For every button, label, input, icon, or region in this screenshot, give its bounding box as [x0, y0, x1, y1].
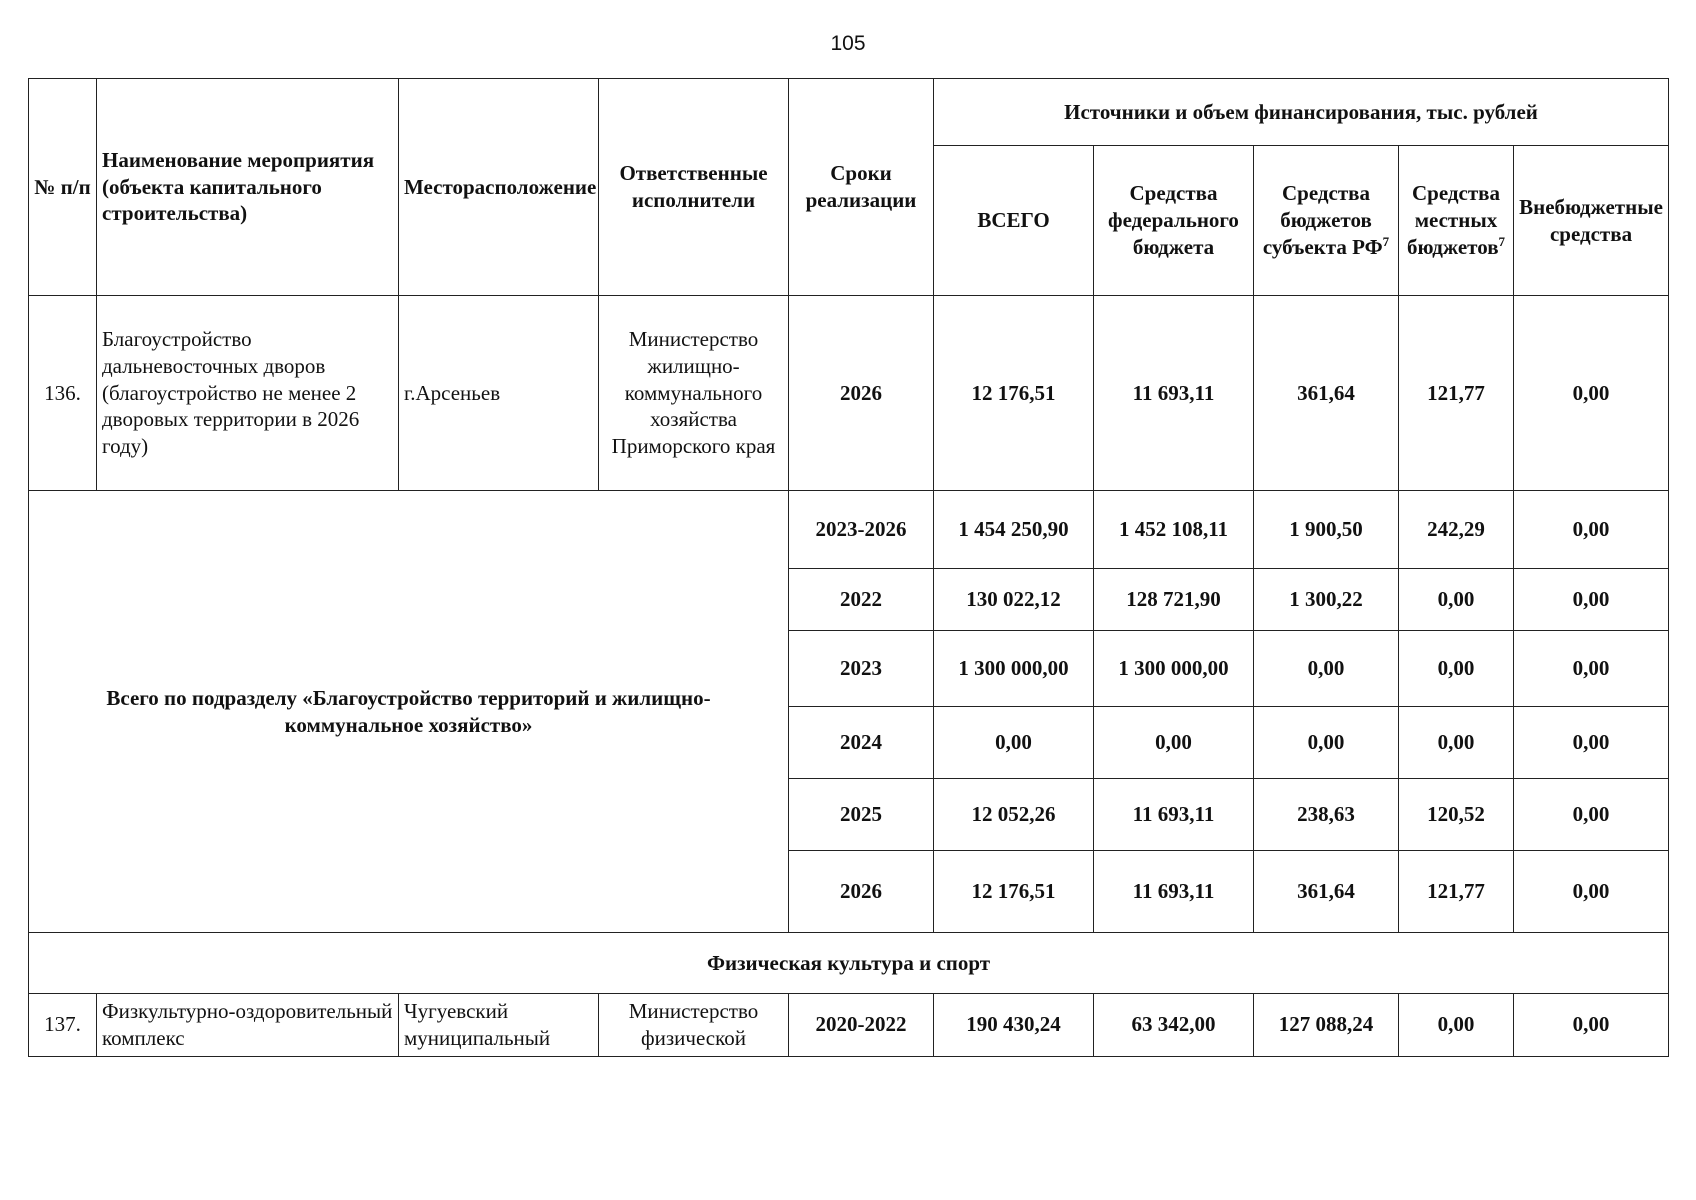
header-sources: Источники и объем финансирования, тыс. рублей [934, 79, 1669, 146]
cell-federal: 63 342,00 [1094, 994, 1254, 1057]
cell-region: 361,64 [1254, 851, 1399, 933]
cell-region: 238,63 [1254, 779, 1399, 851]
cell-term: 2023-2026 [789, 491, 934, 569]
cell-local: 121,77 [1399, 851, 1514, 933]
cell-extra: 0,00 [1514, 851, 1669, 933]
cell-num: 137. [29, 994, 97, 1057]
table-row-136 [29, 296, 1669, 491]
cell-local: 0,00 [1399, 631, 1514, 707]
subtotal-row [29, 491, 1669, 569]
cell-executor: Министерство физической [599, 994, 789, 1057]
cell-region: 1 900,50 [1254, 491, 1399, 569]
cell-extra: 0,00 [1514, 491, 1669, 569]
cell-federal: 11 693,11 [1094, 296, 1254, 491]
cell-region: 1 300,22 [1254, 569, 1399, 631]
header-num: № п/п [29, 79, 97, 296]
section-row [29, 933, 1669, 994]
header-local-note: 7 [1498, 233, 1506, 249]
header-row-1 [29, 79, 1669, 146]
cell-term: 2022 [789, 569, 934, 631]
cell-region: 0,00 [1254, 631, 1399, 707]
cell-term: 2024 [789, 707, 934, 779]
cell-federal: 1 452 108,11 [1094, 491, 1254, 569]
cell-location: Чугуевский муниципальный [399, 994, 599, 1057]
cell-region: 127 088,24 [1254, 994, 1399, 1057]
cell-term: 2023 [789, 631, 934, 707]
cell-total: 12 176,51 [934, 851, 1094, 933]
budget-table [28, 78, 1669, 1057]
cell-term: 2026 [789, 851, 934, 933]
cell-term: 2025 [789, 779, 934, 851]
header-executors: Ответственные исполнители [599, 79, 789, 296]
header-extra: Внебюджетные средства [1514, 146, 1669, 296]
cell-term: 2020-2022 [789, 994, 934, 1057]
cell-local: 0,00 [1399, 569, 1514, 631]
cell-total: 12 176,51 [934, 296, 1094, 491]
header-name: Наименование мероприятия (объекта капитального строительства) [97, 79, 399, 296]
cell-extra: 0,00 [1514, 994, 1669, 1057]
cell-extra: 0,00 [1514, 296, 1669, 491]
cell-location: г.Арсеньев [399, 296, 599, 491]
cell-name: Физкультурно-оздоровительный комплекс [97, 994, 399, 1057]
cell-region: 0,00 [1254, 707, 1399, 779]
header-local-label: Средства местных бюджетов [1406, 181, 1500, 259]
cell-total: 190 430,24 [934, 994, 1094, 1057]
cell-local: 242,29 [1399, 491, 1514, 569]
subtotal-label: Всего по подразделу «Благоустройство территорий и жилищно-коммунальное хозяйство» [29, 491, 789, 933]
cell-local: 120,52 [1399, 779, 1514, 851]
cell-extra: 0,00 [1514, 631, 1669, 707]
section-title: Физическая культура и спорт [29, 933, 1669, 994]
cell-total: 12 052,26 [934, 779, 1094, 851]
cell-total: 1 300 000,00 [934, 631, 1094, 707]
cell-total: 130 022,12 [934, 569, 1094, 631]
cell-term: 2026 [789, 296, 934, 491]
cell-federal: 128 721,90 [1094, 569, 1254, 631]
cell-executor: Министерство жилищно-коммунального хозяйства Приморского края [599, 296, 789, 491]
table-row-137 [29, 994, 1669, 1057]
header-location: Месторасположение [399, 79, 599, 296]
cell-federal: 0,00 [1094, 707, 1254, 779]
cell-federal: 11 693,11 [1094, 851, 1254, 933]
cell-num: 136. [29, 296, 97, 491]
cell-federal: 1 300 000,00 [1094, 631, 1254, 707]
header-region-note: 7 [1382, 233, 1390, 249]
page-number: 105 [830, 32, 866, 55]
cell-federal: 11 693,11 [1094, 779, 1254, 851]
cell-local: 0,00 [1399, 994, 1514, 1057]
cell-local: 0,00 [1399, 707, 1514, 779]
header-federal: Средства федерального бюджета [1094, 146, 1254, 296]
header-terms: Сроки реализации [789, 79, 934, 296]
cell-total: 0,00 [934, 707, 1094, 779]
header-region [1254, 146, 1399, 296]
cell-name: Благоустройство дальневосточных дворов (благоустройство не менее 2 дворовых территории в 2026 году) [97, 296, 399, 491]
header-local [1399, 146, 1514, 296]
cell-extra: 0,00 [1514, 779, 1669, 851]
cell-extra: 0,00 [1514, 569, 1669, 631]
cell-local: 121,77 [1399, 296, 1514, 491]
cell-region: 361,64 [1254, 296, 1399, 491]
cell-total: 1 454 250,90 [934, 491, 1094, 569]
header-region-label: Средства бюджетов субъекта РФ [1262, 181, 1383, 259]
header-total: ВСЕГО [934, 146, 1094, 296]
cell-extra: 0,00 [1514, 707, 1669, 779]
